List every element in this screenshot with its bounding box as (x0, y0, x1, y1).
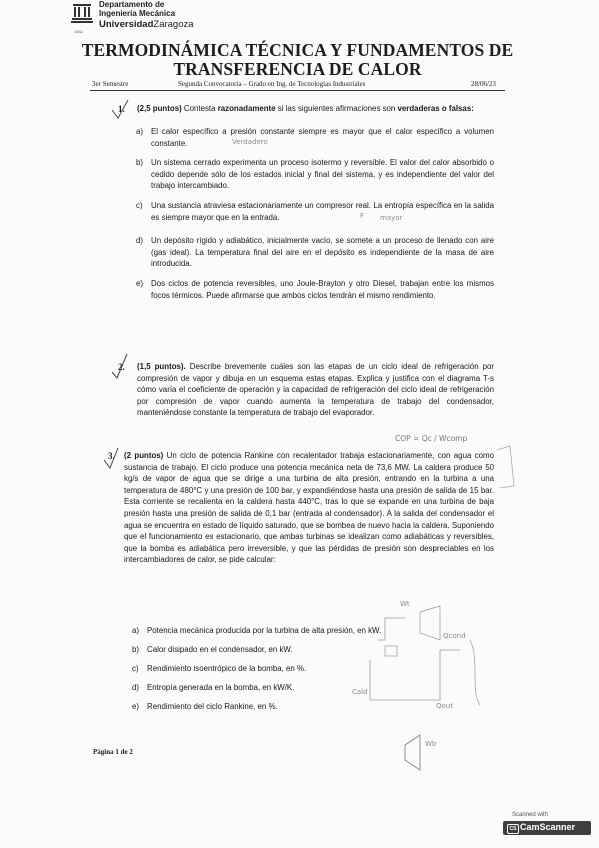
margin-sketch (497, 446, 514, 488)
q3-item-d-text: Entropía generada en la bomba, en kW/K. (147, 683, 295, 692)
exam-title-line2: TRANSFERENCIA DE CALOR (173, 59, 422, 79)
university-name-b: Zaragoza (153, 19, 194, 30)
sketch-line-2 (370, 650, 460, 700)
q1-item-d-label: d) (136, 236, 144, 245)
sketch-box (385, 646, 397, 656)
q1-item-c-text: Una sustancia atraviesa estacionariamente un compresor real. La entropía específica en la salida es siempre mayor que en la entrada. (151, 201, 494, 222)
question-1-lead-bold: razonadamente (217, 104, 276, 113)
question-3-text: Un ciclo de potencia Rankine con recalentador trabaja estacionariamente, con agua como sustancia de trabajo. El ciclo produce una potencia mecánica neta de 73,6 MW. La caldera produce 50 kg/s de vapor de agua que se dirige a una turbina de alta presión, entrando en la turbina a una temperatura de 480°C y una presión de 100 bar, y expandiéndose hasta una presión de salida de 15 bar. Esta corriente se recalienta en la caldera hasta 440°C, tras lo que se expande en una turbina de baja presión hasta una presión de salida de 0,1 bar (entrada al condensador). A la salida del condensador el agua se encuentra en estado de líquido saturado, que se bombea de nuevo hacia la caldera. Suponiendo que el funcionamiento es estacionario, que ambas turbinas se idealizan como adiabáticas y reversibles, que la bomba es adiabática pero irreversible, y que las pérdidas de presión son despreciables en los intercambiadores de calor, se pide calcular: (124, 451, 494, 565)
question-1-points: (2,5 puntos) (137, 104, 182, 113)
handwritten-wb: Wb (425, 740, 437, 748)
q1-item-e-text: Dos ciclos de potencia reversibles, uno Joule-Brayton y otro Diesel, trabajan entre los mismos focos térmicos. Puede afirmarse que ambos ciclos tendrán el mismo rendimiento. (151, 279, 494, 300)
exam-session: Segunda Convocatoria – Grado en Ing. de Tecnologías Industriales (178, 80, 366, 88)
question-2-points: (1,5 puntos). (137, 362, 186, 371)
sketch-line-1 (378, 618, 405, 640)
q1-item-e-label: e) (136, 279, 144, 288)
pump-sketch (405, 735, 420, 770)
sketch-curve (470, 640, 480, 705)
semester: 3er Semestre (92, 80, 129, 88)
q3-item-e-text: Rendimiento del ciclo Rankine, en %. (147, 702, 278, 711)
question-2-text: Describe brevemente cuáles son las etapas de un ciclo ideal de refrigeración por compresión de vapor y dibuja en un esquema estas etapas. Explica y justifica con el diagrama T-s cómo varía el coeficiente de operación y la capacidad de refrigeración del ciclo ideal de refrigeración por compresión de vapor cuando aumenta la temperatura de trabajo del condensador, manteniéndose constante la temperatura de trabajo del evaporador. (137, 362, 495, 418)
question-3-points: (2 puntos) (124, 451, 164, 460)
handwritten-mark-c: F (360, 212, 365, 220)
q3-item-a-label: a) (132, 626, 140, 635)
handwritten-cald: Cald (352, 688, 368, 696)
question-1-lead-bold2: verdaderas o falsas: (397, 104, 474, 113)
check-mark-q3 (104, 448, 118, 468)
q1-item-d-text: Un depósito rígido y adiabático, inicialmente vacío, se somete a un proceso de llenado con aire (gas ideal). La temperatura final del aire en el depósito es independiente de la masa de aire introducida. (151, 236, 494, 269)
handwritten-note-a: Verdadero (232, 138, 268, 146)
q1-item-b-text: Un sistema cerrado experimenta un proceso isotermo y reversible. El valor del calor absorbido o cedido depende sólo de los estados inicial y final del sistema, y es independiente del valor del trabajo intercambiado. (151, 158, 494, 191)
question-1-lead2: si las siguientes afirmaciones son (275, 104, 398, 113)
q3-item-b-text: Calor disipado en el condensador, en kW. (147, 645, 293, 654)
handwritten-wt: Wt (400, 600, 410, 608)
q1-item-b-label: b) (136, 158, 144, 167)
logo-year: 1542 (74, 29, 83, 34)
exam-title-line1: TERMODINÁMICA TÉCNICA Y FUNDAMENTOS DE (81, 40, 514, 60)
check-mark-q1 (112, 100, 128, 118)
camscanner-brand: CamScanner (520, 822, 576, 832)
q3-item-c-text: Rendimiento isoentrópico de la bomba, en %. (147, 664, 307, 673)
q3-item-e-label: e) (132, 702, 140, 711)
handwritten-qcond: Qcond (443, 632, 466, 640)
question-2-number: 2. (118, 362, 125, 372)
q3-item-d-label: d) (132, 683, 140, 692)
question-3-number: 3. (108, 451, 115, 461)
turbine-sketch (420, 606, 440, 640)
camscanner-caption: Scanned with (512, 812, 549, 818)
camscanner-logo-icon: CS (507, 824, 519, 834)
handwritten-qout: Qout (436, 702, 453, 710)
camscanner-badge (503, 821, 591, 835)
check-mark-q2 (112, 354, 127, 378)
handwritten-note-c: mayor (380, 214, 403, 222)
university-name-a: Universidad (99, 19, 154, 30)
q3-item-a-text: Potencia mecánica producida por la turbina de alta presión, en kW. (147, 626, 382, 635)
exam-date: 28/06/23 (471, 80, 496, 88)
page-number: Página 1 de 2 (93, 748, 133, 756)
department-line1: Departamento de (99, 0, 165, 9)
q3-item-c-label: c) (132, 664, 139, 673)
q1-item-c-label: c) (136, 201, 143, 210)
question-1-number: 1. (118, 104, 125, 114)
q1-item-a-text: El calor específico a presión constante siempre es mayor que el calor específico a volumen constante. (151, 127, 494, 148)
department-line2: Ingeniería Mecánica (99, 9, 176, 18)
q1-item-a-label: a) (136, 127, 144, 136)
handwritten-cop: COP = Qc / Wcomp (395, 434, 468, 443)
q3-item-b-label: b) (132, 645, 140, 654)
question-1-lead: Contesta (181, 104, 218, 113)
